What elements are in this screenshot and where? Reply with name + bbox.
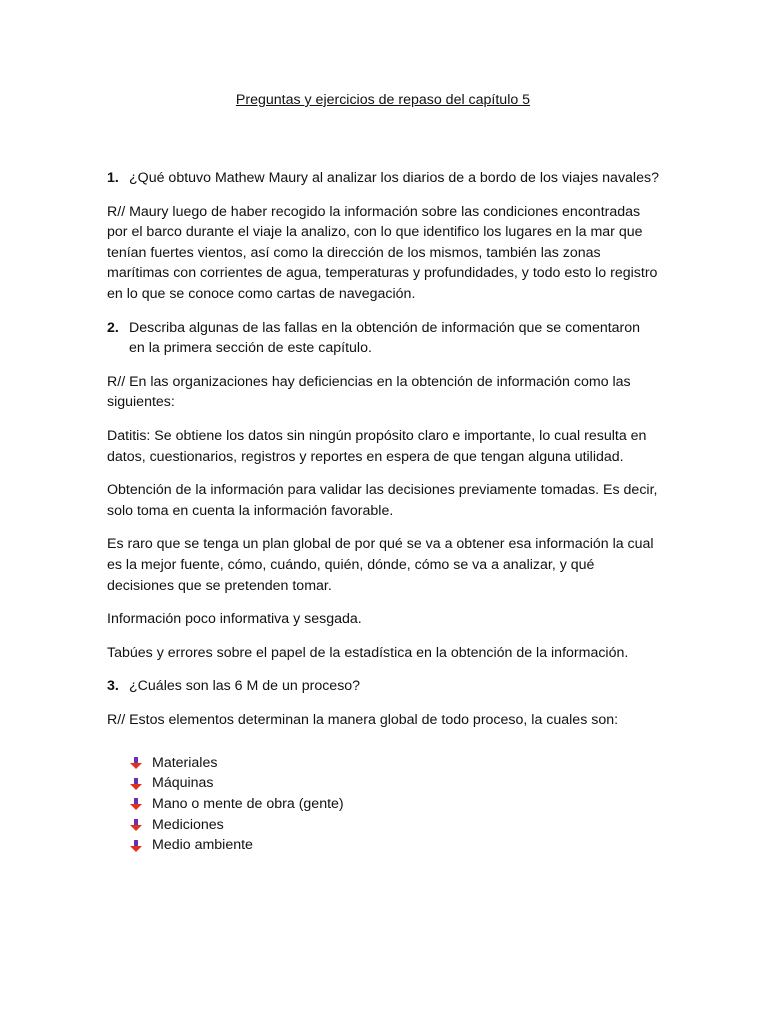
arrow-down-bullet-icon xyxy=(129,777,143,791)
list-item-label: Máquinas xyxy=(152,775,214,792)
question-number: 2. xyxy=(107,319,119,336)
arrow-down-bullet-icon xyxy=(129,818,143,832)
arrow-down-bullet-icon xyxy=(129,839,143,853)
list-item-label: Mediciones xyxy=(152,816,224,833)
arrow-down-bullet-icon xyxy=(129,756,143,770)
list-item xyxy=(129,835,659,856)
answer-2-paragraph: Obtención de la información para validar las decisiones previamente tomadas. Es decir, solo toma en cuenta la información favorable. xyxy=(107,482,658,519)
question-1 xyxy=(107,168,659,189)
list-item xyxy=(129,752,659,773)
question-2 xyxy=(107,318,659,359)
question-number: 3. xyxy=(107,678,119,695)
answer-2-paragraph: Es raro que se tenga un plan global de por qué se va a obtener esa información la cual es la mejor fuente, cómo, cuándo, quién, dónde, cómo se va a analizar, y qué decisiones que se pretenden tomar. xyxy=(107,536,654,594)
answer-2-intro: R// En las organizaciones hay deficiencias en la obtención de información como las siguientes: xyxy=(107,373,631,411)
six-m-list xyxy=(107,752,659,855)
answer-2-paragraph: Información poco informativa y sesgada. xyxy=(107,611,362,628)
answer-1: R// Maury luego de haber recogido la información sobre las condiciones encontradas por el barco durante el viaje la analizo, con lo que identifico los lugares en la mar que tenían fuertes vientos, así como la dirección de los mismos, también las zonas marítimas con corrientes de agua, temperaturas y profundidades, y todo esto lo registro en lo que se conoce como cartas de navegación. xyxy=(107,203,658,302)
list-item-label: Mano o mente de obra (gente) xyxy=(152,795,344,812)
question-text: ¿Cuáles son las 6 M de un proceso? xyxy=(129,678,361,695)
list-item-label: Materiales xyxy=(152,754,218,771)
answer-2-paragraph: Tabúes y errores sobre el papel de la estadística en la obtención de la información. xyxy=(107,644,629,661)
question-3 xyxy=(107,676,659,697)
answer-3-intro: R// Estos elementos determinan la manera global de todo proceso, la cuales son: xyxy=(107,711,619,728)
question-number: 1. xyxy=(107,170,119,186)
document-page xyxy=(107,90,659,856)
page-title: Preguntas y ejercicios de repaso del capítulo 5 xyxy=(235,92,531,108)
list-item xyxy=(129,815,659,836)
list-item xyxy=(129,794,659,815)
question-text: ¿Qué obtuvo Mathew Maury al analizar los diarios de a bordo de los viajes navales? xyxy=(129,170,659,186)
answer-2-paragraph: Datitis: Se obtiene los datos sin ningún propósito claro e importante, lo cual resulta en datos, cuestionarios, registros y reportes en espera de que tengan alguna utilidad. xyxy=(107,427,647,465)
list-item xyxy=(129,773,659,794)
question-text: Describa algunas de las fallas en la obtención de información que se comentaron en la primera sección de este capítulo. xyxy=(129,319,641,357)
arrow-down-bullet-icon xyxy=(129,797,143,811)
list-item-label: Medio ambiente xyxy=(152,837,253,854)
